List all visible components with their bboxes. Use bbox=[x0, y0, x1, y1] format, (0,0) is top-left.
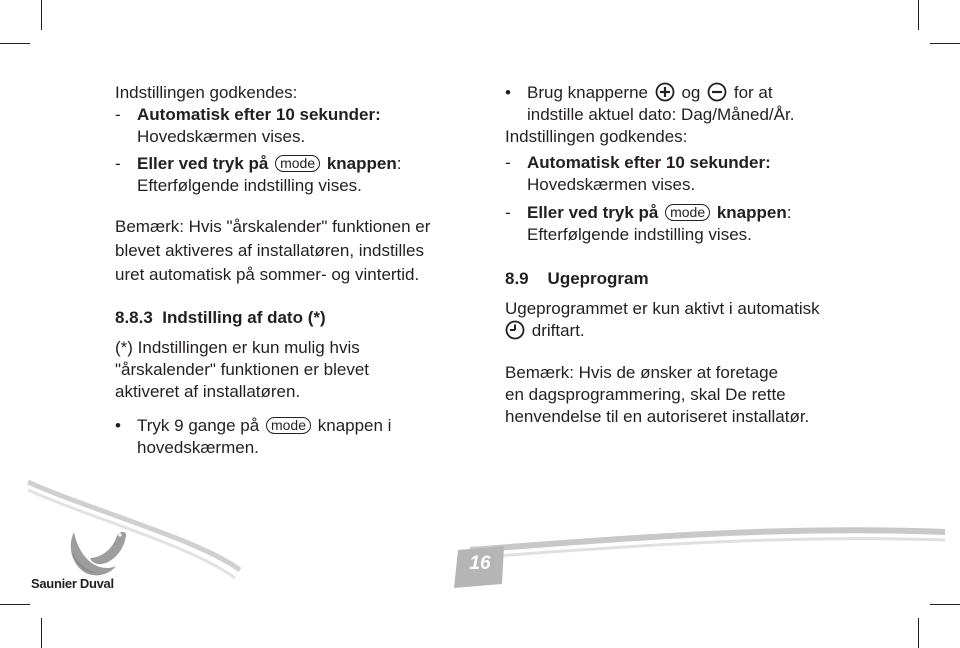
option-auto-text: Hovedskærmen vises. bbox=[137, 127, 306, 146]
option-mode-title-a: Eller ved tryk på bbox=[527, 203, 659, 222]
note-line: blevet aktiveres af installatøren, indstilles bbox=[115, 241, 424, 260]
plus-circle-icon bbox=[655, 82, 675, 102]
option-auto: - Automatisk efter 10 sekunder: Hovedskærmen vises. bbox=[505, 153, 771, 194]
crop-mark bbox=[41, 618, 42, 648]
clock-icon bbox=[505, 320, 525, 340]
option-auto-title: Automatisk efter 10 sekunder: bbox=[527, 153, 771, 172]
right-column bbox=[505, 82, 885, 428]
mode-button-icon: mode bbox=[266, 417, 311, 434]
bullet-text-c: hovedskærmen. bbox=[137, 438, 259, 457]
mode-button-icon: mode bbox=[665, 204, 710, 221]
section-title: Ugeprogram bbox=[547, 269, 649, 288]
section-number: 8.8.3 bbox=[115, 308, 153, 327]
crop-mark bbox=[918, 618, 919, 648]
note-line: Bemærk: Hvis de ønsker at foretage bbox=[505, 363, 779, 382]
bullet-text-b: knappen i bbox=[317, 416, 392, 435]
bullet-item: • Brug knapperne og for at indstille aktuel dato: Dag/Måned/År. bbox=[505, 83, 795, 124]
approval-intro: Indstillingen godkendes: bbox=[115, 83, 298, 102]
note-daily bbox=[505, 362, 885, 428]
section-heading bbox=[505, 268, 885, 290]
option-auto-title: Automatisk efter 10 sekunder: bbox=[137, 105, 381, 124]
option-auto: - Automatisk efter 10 sekunder: Hovedskærmen vises. bbox=[115, 105, 381, 146]
option-auto-text: Hovedskærmen vises. bbox=[527, 175, 696, 194]
bullet-text-line2: indstille aktuel dato: Dag/Måned/År. bbox=[527, 105, 795, 124]
body-line: "årskalender" funktionen er blevet bbox=[115, 360, 369, 379]
note-line: uret automatisk på sommer- og vintertid. bbox=[115, 265, 420, 284]
bullet-item: • Tryk 9 gange på mode knappen i hovedskærmen. bbox=[115, 416, 392, 457]
section-heading bbox=[115, 307, 485, 329]
option-mode-title-b: knappen bbox=[326, 154, 397, 173]
option-mode: - Eller ved tryk på mode knappen: Efterfølgende indstilling vises. bbox=[505, 203, 792, 244]
mode-button-icon: mode bbox=[275, 155, 320, 172]
bullet-text-b: for at bbox=[733, 83, 773, 102]
body-line: (*) Indstillingen er kun mulig hvis bbox=[115, 338, 360, 357]
option-mode-title-b: knappen bbox=[716, 203, 787, 222]
note-line: en dagsprogrammering, skal De rette bbox=[505, 385, 786, 404]
section-body bbox=[505, 298, 885, 342]
section-title: Indstilling af dato (*) bbox=[162, 308, 326, 327]
note-calendar bbox=[115, 215, 485, 287]
section-body bbox=[115, 337, 485, 403]
bullet-text-a: Brug knapperne bbox=[527, 83, 648, 102]
body-line: Ugeprogrammet er kun aktivt i automatisk bbox=[505, 299, 820, 318]
option-mode: - Eller ved tryk på mode knappen: Efterfølgende indstilling vises. bbox=[115, 154, 402, 195]
note-line: henvendelse til en autoriseret installatør. bbox=[505, 407, 810, 426]
crop-mark bbox=[0, 43, 30, 44]
page-number: 16 bbox=[469, 553, 491, 574]
body-line: aktiveret af installatøren. bbox=[115, 382, 301, 401]
bullet-text-og: og bbox=[681, 83, 701, 102]
bullet-text-a: Tryk 9 gange på bbox=[137, 416, 260, 435]
minus-circle-icon bbox=[707, 82, 727, 102]
saunier-duval-bird-logo-icon bbox=[60, 522, 130, 580]
option-mode-colon: : bbox=[786, 203, 792, 222]
option-mode-colon: : bbox=[396, 154, 402, 173]
crop-mark bbox=[930, 43, 960, 44]
note-line: Bemærk: Hvis "årskalender" funktionen er bbox=[115, 217, 431, 236]
body-line: driftart. bbox=[531, 321, 585, 340]
option-mode-text: Efterfølgende indstilling vises. bbox=[527, 225, 752, 244]
crop-mark bbox=[41, 0, 42, 30]
crop-mark bbox=[918, 0, 919, 30]
option-mode-title-a: Eller ved tryk på bbox=[137, 154, 269, 173]
left-column bbox=[115, 82, 485, 459]
section-number: 8.9 bbox=[505, 269, 529, 288]
brand-name: Saunier Duval bbox=[31, 576, 114, 591]
approval-intro: Indstillingen godkendes: bbox=[505, 127, 688, 146]
option-mode-text: Efterfølgende indstilling vises. bbox=[137, 176, 362, 195]
